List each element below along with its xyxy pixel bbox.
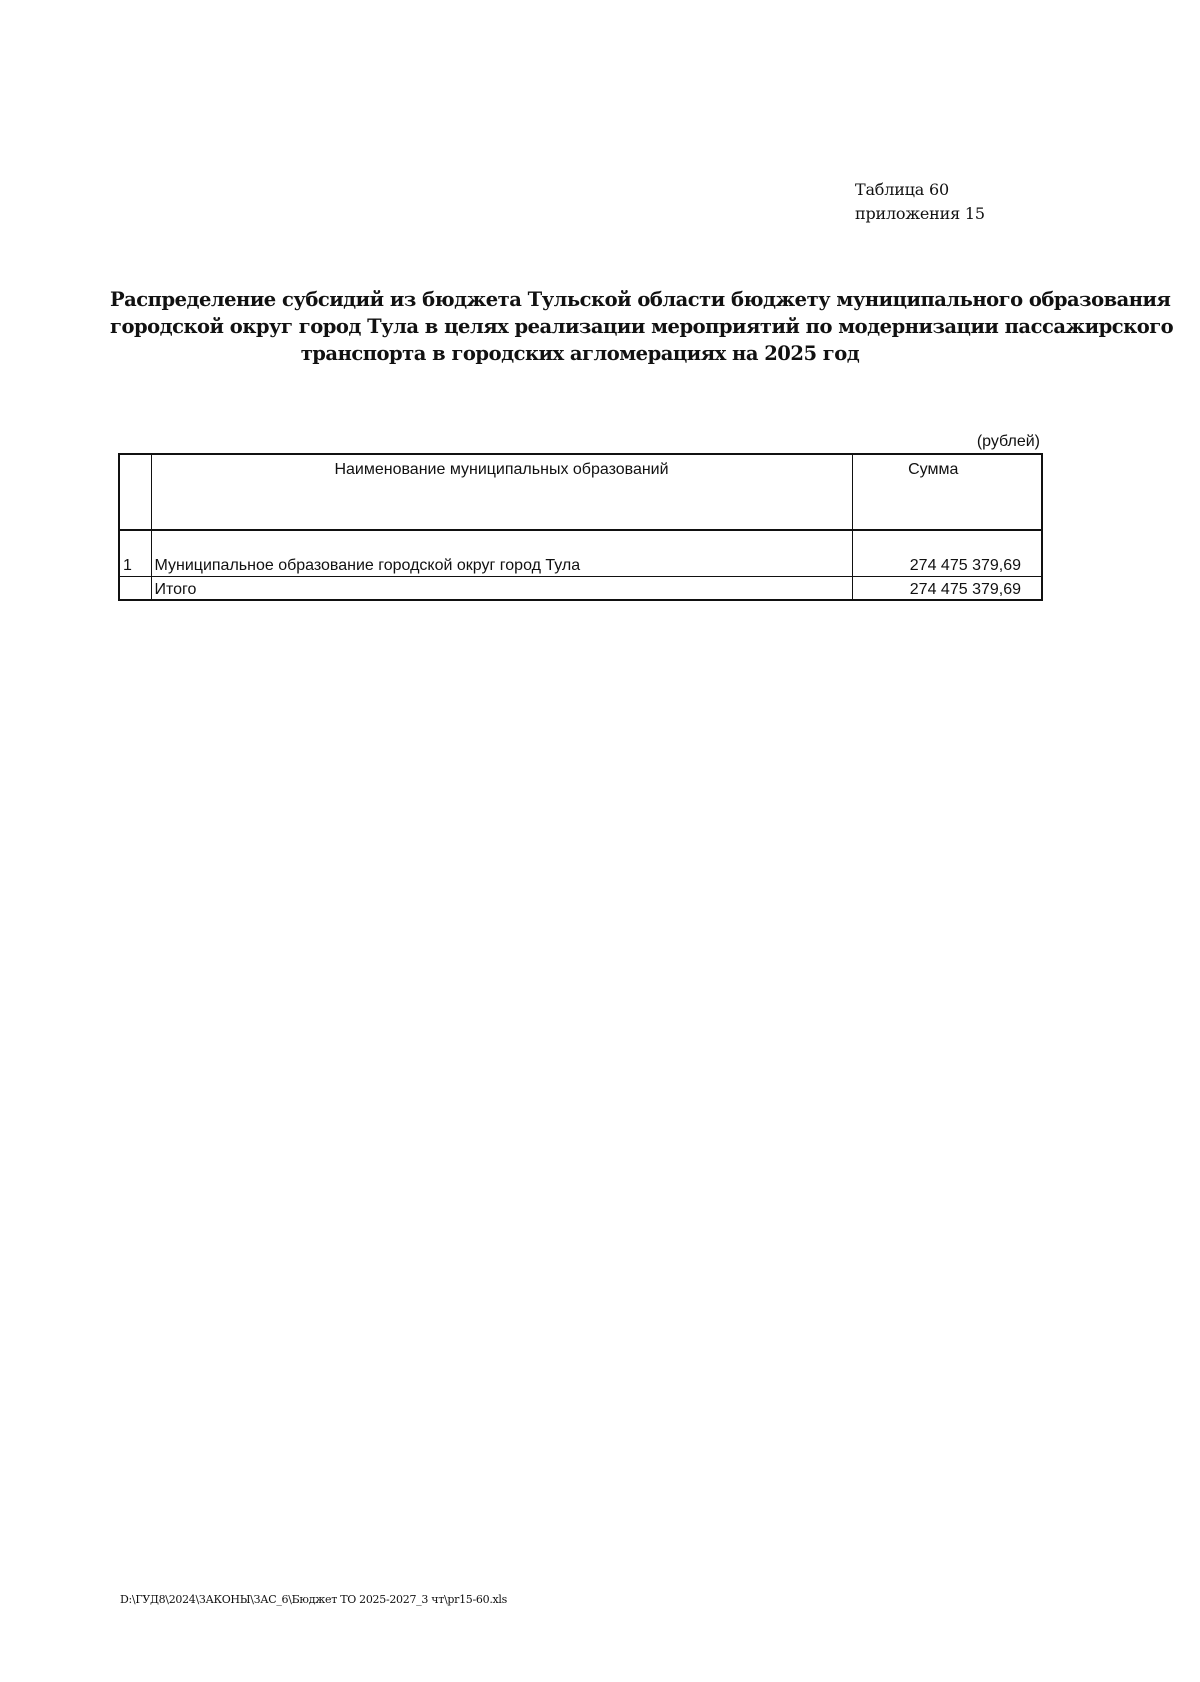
- title-line-2: городской округ город Тула в целях реализации мероприятий по модернизации пассажирского: [110, 315, 1174, 338]
- table-row: [119, 530, 1042, 577]
- header-municipality-name: Наименование муниципальных образований: [151, 454, 852, 530]
- header-sum: Сумма: [852, 454, 1042, 530]
- header-number: [119, 454, 151, 530]
- appendix-number-label: приложения 15: [855, 204, 985, 223]
- file-path-footer: D:\ГУД8\2024\ЗАКОНЫ\ЗАС_6\Бюджет ТО 2025-2027_3 чт\pr15-60.xls: [120, 1593, 507, 1606]
- row-amount: 274 475 379,69: [852, 530, 1042, 577]
- total-amount: 274 475 379,69: [852, 577, 1042, 601]
- subsidy-distribution-table: [118, 453, 1043, 601]
- document-title: [110, 286, 1174, 367]
- total-label: Итого: [151, 577, 852, 601]
- total-number-cell: [119, 577, 151, 601]
- title-line-1: Распределение субсидий из бюджета Тульской области бюджету муниципального образования: [110, 288, 1171, 311]
- currency-unit-label: (рублей): [976, 433, 1040, 450]
- appendix-note: [855, 178, 985, 226]
- table-body: [119, 530, 1042, 600]
- title-line-3: транспорта в городских агломерациях на 2025 год: [300, 342, 860, 365]
- table-header: [119, 454, 1042, 530]
- header-row: [119, 454, 1042, 530]
- row-municipality-name: Муниципальное образование городской округ город Тула: [151, 530, 852, 577]
- total-row: [119, 577, 1042, 601]
- row-number: 1: [119, 530, 151, 577]
- table-number-label: Таблица 60: [855, 180, 949, 199]
